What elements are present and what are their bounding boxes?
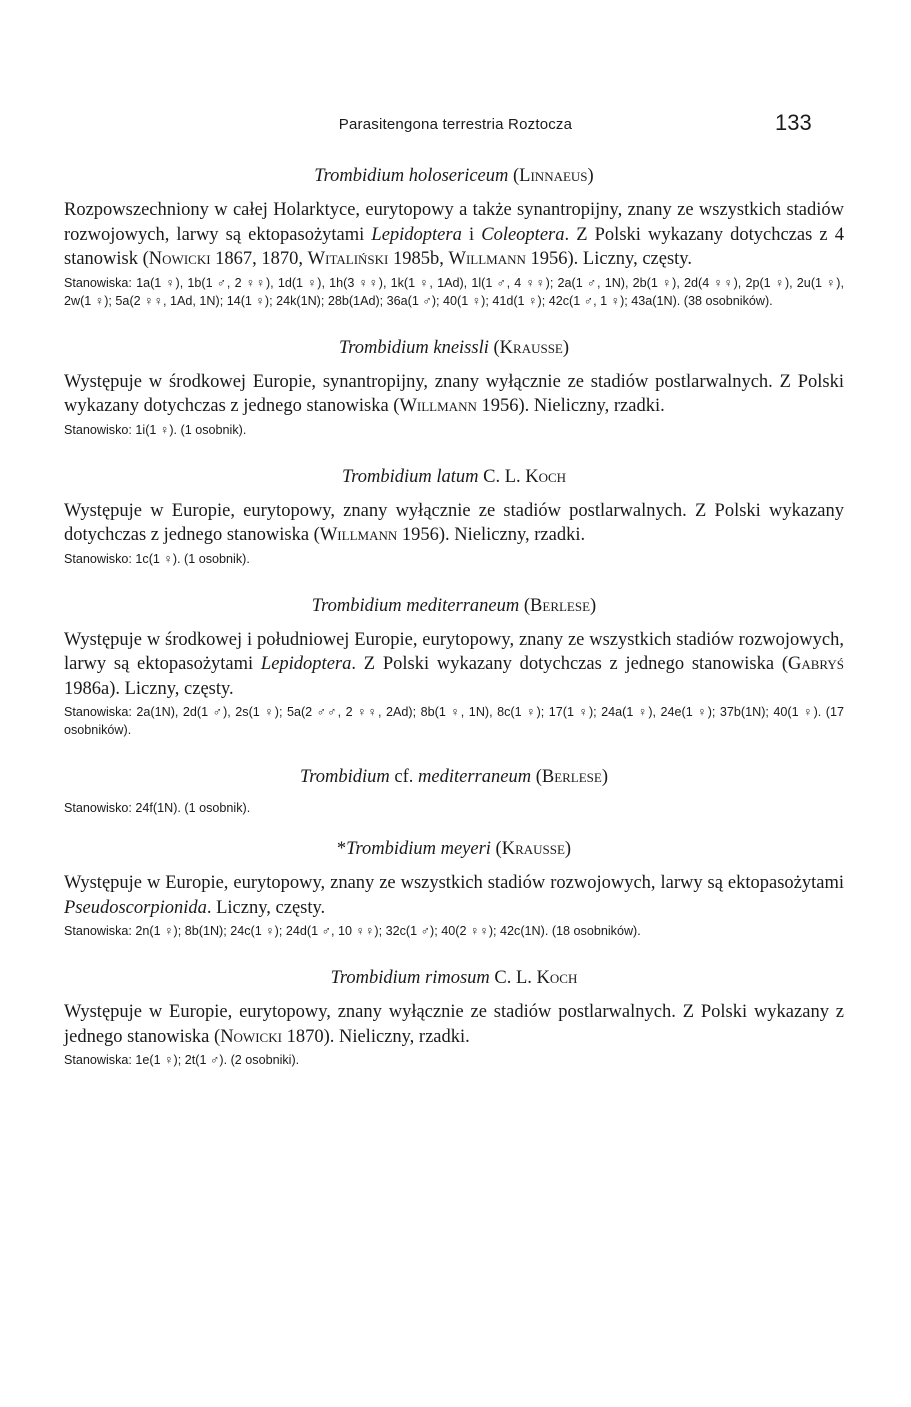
locality-records: Stanowisko: 24f(1N). (1 osobnik). <box>64 801 251 815</box>
description-text: Występuje w Europie, eurytopowy, znany wyłącznie ze stadiów postlarwalnych. Z Polski wykazany dotychczas z jednego stanowiska ( <box>64 500 844 545</box>
description-text: 1985b, <box>388 249 449 269</box>
species-genus: Trombidium <box>314 166 405 186</box>
species-prefix: * <box>336 839 347 859</box>
species-genus: Trombidium <box>346 839 436 859</box>
species-title <box>64 765 844 789</box>
species-entry <box>64 594 844 740</box>
description-text: 1956). Liczny, częsty. <box>525 249 692 269</box>
species-genus: Trombidium <box>330 968 421 988</box>
cited-author: Willmann <box>399 396 477 416</box>
species-description <box>64 871 844 920</box>
species-genus: Trombidium <box>299 767 390 787</box>
species-epithet: latum <box>436 466 479 487</box>
locality-records: Stanowiska: 1e(1 ♀); 2t(1 ♂). (2 osobniki). <box>64 1053 300 1067</box>
species-author: C. L. Koch <box>483 466 567 487</box>
species-title <box>64 594 844 618</box>
cited-author: Nowicki <box>148 249 211 269</box>
description-text: 1867, 1870, <box>210 249 308 269</box>
species-description <box>64 370 844 419</box>
species-genus: Trombidium <box>341 466 432 487</box>
running-title: Parasitengona terrestria Roztocza <box>338 116 573 133</box>
species-epithet: mediterraneum <box>406 595 520 616</box>
species-genus: Trombidium <box>338 337 429 358</box>
description-text: . Z Polski wykazany dotychczas z jednego stanowiska ( <box>351 654 788 674</box>
species-author: (Linnaeus) <box>513 166 594 186</box>
locality-records: Stanowiska: 2a(1N), 2d(1 ♂), 2s(1 ♀); 5a(2 ♂♂, 2 ♀♀, 2Ad); 8b(1 ♀, 1N), 8c(1 ♀); 17(1 ♀); 24a(1 ♀), 24e(1 ♀); 37b(1N); 40(1 ♀). (17 osobników). <box>64 705 844 737</box>
cited-author: Nowicki <box>220 1026 282 1047</box>
cited-author: Gabryś <box>787 654 844 674</box>
species-genus: Trombidium <box>311 595 402 616</box>
species-title <box>64 966 844 990</box>
species-qualifier: cf. <box>394 767 414 787</box>
taxon-name: Lepidoptera <box>260 654 352 674</box>
species-author: (Berlese) <box>523 595 597 616</box>
species-epithet: holosericeum <box>408 166 509 186</box>
locality-records: Stanowisko: 1c(1 ♀). (1 osobnik). <box>64 551 250 566</box>
species-epithet: rimosum <box>425 968 490 988</box>
species-entry <box>64 837 844 940</box>
description-text: Rozpowszechniony w całej Holarktyce, eurytopowy a także synantropijny, znany ze wszystkich stadiów rozwojowych, larwy są ektopasożytami <box>64 200 844 245</box>
description-text: i <box>461 224 482 245</box>
species-list <box>64 164 844 1095</box>
taxon-name: Pseudoscorpionida <box>64 897 207 918</box>
species-epithet: kneissli <box>433 337 489 358</box>
cited-author: Willmann <box>448 249 526 269</box>
taxon-name: Coleoptera <box>481 224 565 245</box>
species-title <box>64 336 844 360</box>
page-number: 133 <box>775 110 812 135</box>
description-text: Występuje w środkowej Europie, synantropijny, znany wyłącznie ze stadiów postlarwalnych. Z Polski wykazany dotychczas z jednego stanowiska ( <box>64 371 844 416</box>
species-entry <box>64 966 844 1069</box>
species-author: (Berlese) <box>535 767 609 787</box>
species-title <box>64 465 844 489</box>
locality-records: Stanowiska: 2n(1 ♀); 8b(1N); 24c(1 ♀); 24d(1 ♂, 10 ♀♀); 32c(1 ♂); 40(2 ♀♀); 42c(1N). (18 osobników). <box>64 924 641 938</box>
species-entry <box>64 465 844 568</box>
taxon-name: Lepidoptera <box>371 224 462 245</box>
species-epithet: mediterraneum <box>418 767 532 787</box>
description-text: . Z Polski wykazany dotychczas z 4 stanowisk ( <box>64 224 844 269</box>
species-entry <box>64 164 844 310</box>
species-description <box>64 1000 844 1049</box>
species-title <box>64 837 844 861</box>
locality-records: Stanowiska: 1a(1 ♀), 1b(1 ♂, 2 ♀♀), 1d(1 ♀), 1h(3 ♀♀), 1k(1 ♀, 1Ad), 1l(1 ♂, 4 ♀♀); 2a(1 ♂, 1N), 2b(1 ♀), 2d(4 ♀♀), 2p(1 ♀), 2u(1 ♀), 2w(1 ♀); 5a(2 ♀♀, 1Ad, 1N); 14(1 ♀); 24k(1N); 28b(1Ad); 36a(1 ♂); 40(1 ♀); 41d(1 ♀); 42c(1 ♂, 1 ♀); 43a(1N). (38 osobników). <box>64 275 844 308</box>
species-entry <box>64 336 844 439</box>
description-text: . Liczny, częsty. <box>206 897 326 918</box>
species-epithet: meyeri <box>440 839 491 859</box>
species-author: (Krausse) <box>493 337 570 358</box>
description-text: 1870). Nieliczny, rzadki. <box>281 1026 470 1047</box>
description-text: 1956). Nieliczny, rzadki. <box>397 525 586 545</box>
locality-records: Stanowisko: 1i(1 ♀). (1 osobnik). <box>64 422 247 437</box>
description-text: 1986a). Liczny, częsty. <box>64 678 234 699</box>
cited-author: Willmann <box>319 525 398 545</box>
description-text: 1956). Nieliczny, rzadki. <box>476 396 665 416</box>
species-description <box>64 198 844 272</box>
species-description <box>64 628 844 702</box>
species-author: (Krausse) <box>495 839 572 859</box>
species-description <box>64 499 844 548</box>
species-title <box>64 164 844 188</box>
species-author: C. L. Koch <box>494 968 578 988</box>
cited-author: Witaliński <box>307 249 389 269</box>
species-entry <box>64 765 844 817</box>
description-text: Występuje w środkowej i południowej Europie, eurytopowy, znany ze wszystkich stadiów rozwojowych, larwy są ektopasożytami <box>64 629 844 674</box>
description-text: Występuje w Europie, eurytopowy, znany wyłącznie ze stadiów postlarwalnych. Z Polski wykazany z jednego stanowiska ( <box>64 1002 844 1047</box>
description-text: Występuje w Europie, eurytopowy, znany ze wszystkich stadiów rozwojowych, larwy są ektopasożytami <box>64 873 844 893</box>
